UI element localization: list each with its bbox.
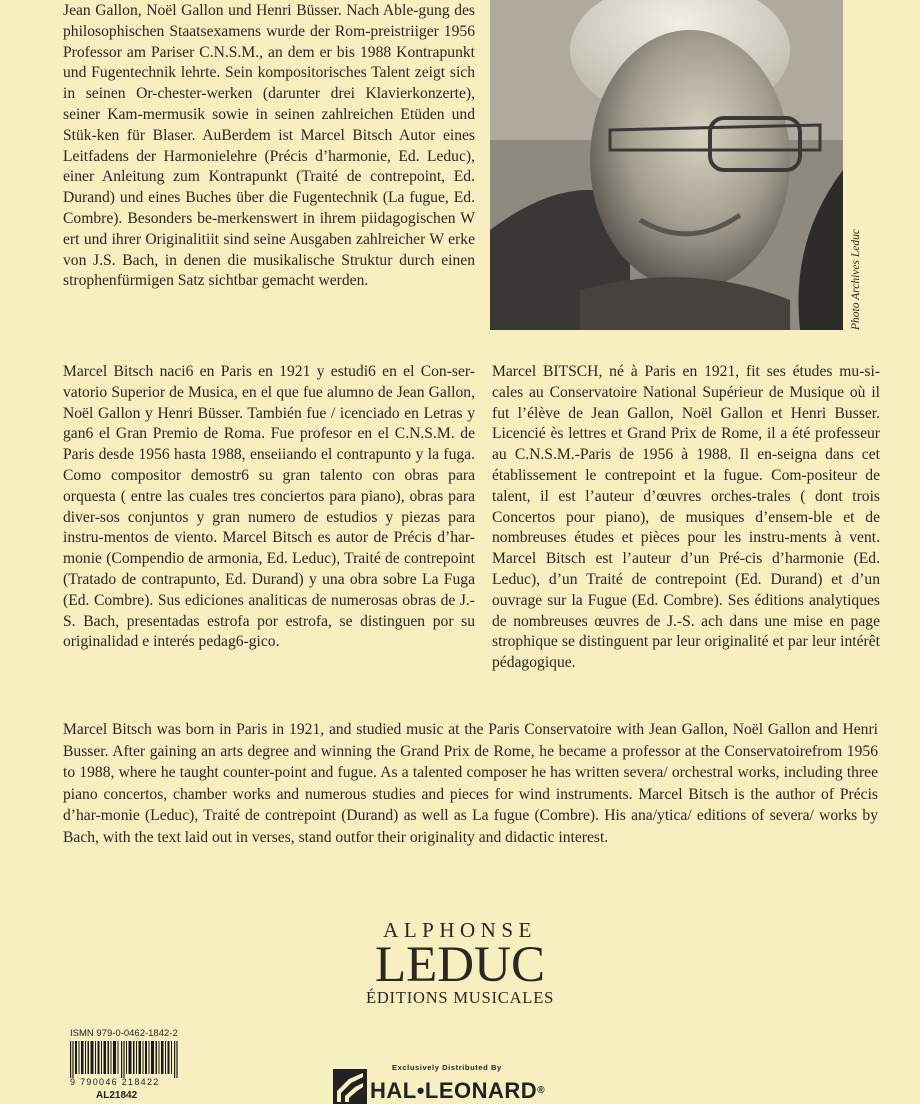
registered-mark: ® <box>537 1085 546 1096</box>
publisher-logo <box>320 918 600 1008</box>
biography-english: Marcel Bitsch was born in Paris in 1921, and studied music at the Paris Conservatoire with Jean Gallon, Noël Gallon and Henri Busser. After gaining an arts degree and winning the Grand Prix de Rome, he became a professor at the Conservatoirefrom 1956 to 1988, where he taught counter-point and fugue. As a talented composer he has written severa/ orchestral works, including three piano concertos, chamber works and numerous studies and pieces for wind instruments. Marcel Bitsch is the author of Précis d’har-monie (Leduc), Traité de contrepoint (Durand) as well as La fugue (Combre). His ana/ytica/ editions of severa/ works by Bach, with the text laid out in verses, stand outfor their originality and didactic interest. <box>63 721 878 846</box>
barcode-number: 9 790046 218422 <box>70 1077 160 1087</box>
barcode-image <box>70 1041 178 1078</box>
distributor-name-text: HAL•LEONARD <box>370 1078 538 1103</box>
distributor-name <box>370 1078 545 1104</box>
biography-french: Marcel BITSCH, né à Paris en 1921, fit ses études mu-si-cales au Conservatoire National Supérieur de Musique où il fut l’élève de Jean Gallon, Noël Gallon et Henri Busser. Licencié ès lettres et Grand Prix de Rome, il a été professeur au C.N.S.M.-Paris de 1956 à 1988. Il en-seigna dans cet établissement le contrepoint et la fugue. Com-positeur de talent, il est l’auteur d’œuvres orches-trales ( dont trois Concertos pour piano), de musiques d’ensem-ble et de nombreuses études et pièces pour les instru-ments à vent. Marcel Bitsch est l’auteur d’un Pré-cis d’harmonie (Ed. Leduc), d’un Traité de contrepoint (Ed. Durand) et d’un ouvrage sur la Fugue (Ed. Combre). Ses éditions analytiques de nombreuses œuvres de J.-S. ach dans une mise en page strophique se distinguent par leur originalité et par leur intérêt pédagogique. <box>492 363 880 672</box>
hal-leonard-icon <box>333 1069 367 1104</box>
portrait-image <box>490 0 843 330</box>
photo-credit: Photo Archives Leduc <box>850 229 862 330</box>
catalog-number: AL21842 <box>96 1090 138 1101</box>
distributor-label: Exclusively Distributed By <box>392 1063 502 1072</box>
ismn-code: ISMN 979-0-0462-1842-2 <box>70 1028 178 1039</box>
publisher-line2: LEDUC <box>375 937 545 993</box>
publisher-line3: ÉDITIONS MUSICALES <box>365 988 555 1007</box>
publisher-line1: ALPHONSE <box>383 918 537 942</box>
portrait-photo <box>490 0 843 330</box>
biography-spanish: Marcel Bitsch naci6 en Paris en 1921 y estudi6 en el Con-ser-vatorio Superior de Musica, en el que fue alumno de Jean Gallon, Noël Gallon y Henri Büsser. También fue / icenciado en Letras y gan6 el Gran Premio de Roma. Fue profesor en el C.N.S.M. de Paris desde 1956 hasta 1988, enseiiando el contrapunto y la fuga. Como compositor demostr6 su gran talento con obras para orquesta ( entre las cuales tres conciertos para piano), obras para diver-sos conjuntos y gran numero de estudios y piezas para instru-mentos de viento. Marcel Bitsch es autor de Précis d’har-monie (Compendio de armonia, Ed. Leduc), Traité de contrepoint (Tratado de contrapunto, Ed. Durand) y una obra sobre La Fuga (Ed. Combre). Sus ediciones analiticas de numerosas obras de J.-S. Bach, presentadas estrofa por estrofa, se distinguen por su originalidad e interés pedag6-gico. <box>63 363 475 651</box>
biography-german: Jean Gallon, Noël Gallon und Henri Büsser. Nach Able-gung des philosophischen Staatsexamens wurde der Rom-preistriiger 1956 Professor am Pariser C.N.S.M., an dem er bis 1988 Kontrapunkt und Fugentechnik lehrte. Sein kompositorisches Talent zeigt sich in seinen Or-chester-werken (darunter drei Klavierkonzerte), seiner Kam-mermusik sowie in seinen zahlreichen Etüden und Stük-ken für Blaser. AuBerdem ist Marcel Bitsch Autor eines Leitfadens der Harmonielehre (Précis d’harmonie, Ed. Leduc), einer Anleitung zum Kontrapunkt (Traité de contrepoint, Ed. Durand) und eines Buches über die Fugentechnik (La fugue, Ed. Combre). Besonders be-merkenswert in ihrem piidagogischen W ert und ihrer Originalitiit sind seine Ausgaben zahlreicher W erke von J.S. Bach, in denen die musikalische Struktur durch einen strophenfürmigen Satz sichtbar gemacht werden. <box>63 2 475 290</box>
